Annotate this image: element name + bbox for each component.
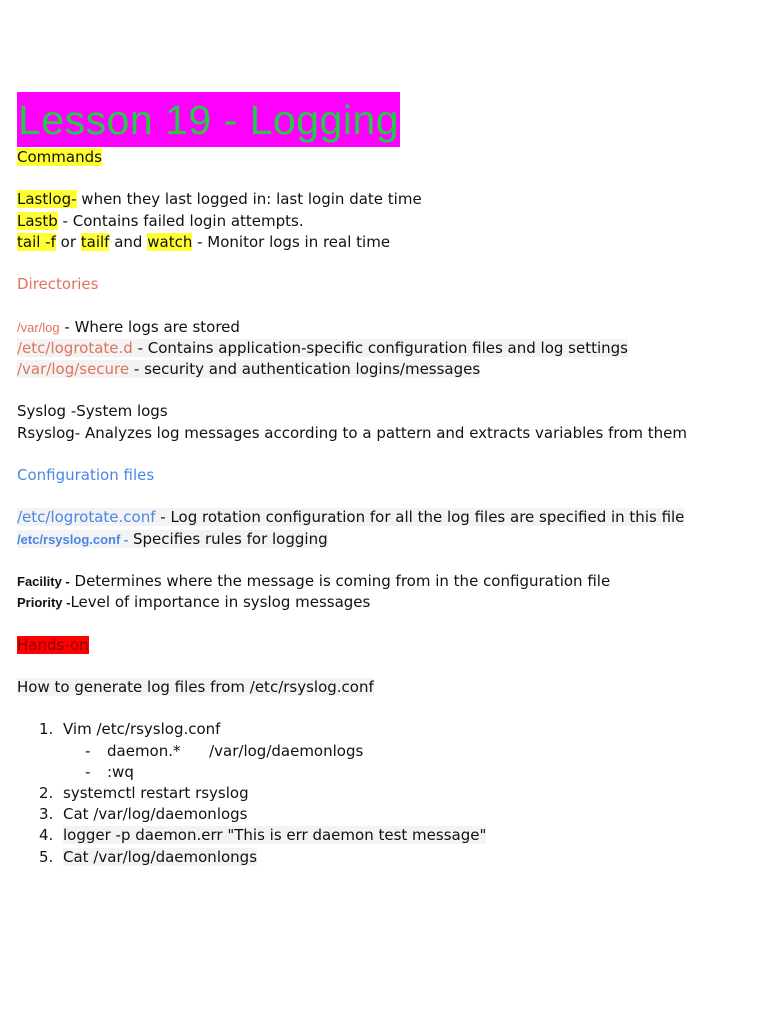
dash-bullet: - bbox=[85, 741, 91, 760]
list-item bbox=[17, 783, 752, 804]
secure-line bbox=[17, 359, 752, 380]
step-number: 1. bbox=[39, 720, 54, 739]
tail-line bbox=[17, 232, 752, 253]
list-item bbox=[17, 825, 752, 846]
step-number: 2. bbox=[39, 783, 54, 802]
secure-path: /var/log/secure bbox=[17, 359, 130, 378]
list-item bbox=[17, 741, 752, 762]
facility-desc: Determines where the message is coming from in the configuration file bbox=[69, 571, 611, 590]
priority-line bbox=[17, 592, 752, 613]
page-title: Lesson 19 - Logging bbox=[17, 92, 400, 147]
list-item bbox=[17, 847, 752, 868]
facility-line bbox=[17, 571, 752, 592]
step-number: 3. bbox=[39, 805, 54, 824]
handson-heading-text: Hands-on bbox=[17, 635, 89, 654]
list-item bbox=[17, 762, 752, 783]
lastb-line bbox=[17, 211, 752, 232]
handson-intro bbox=[17, 677, 752, 698]
spacer bbox=[17, 444, 752, 465]
list-item bbox=[17, 719, 752, 740]
document-page bbox=[17, 92, 752, 868]
dash-bullet: - bbox=[85, 762, 91, 781]
lastb-term: Lastb bbox=[17, 211, 58, 230]
spacer bbox=[17, 656, 752, 677]
or-text: or bbox=[55, 232, 81, 251]
tail-term: tail -f bbox=[17, 232, 56, 251]
lastb-desc: - Contains failed login attempts. bbox=[57, 211, 304, 230]
priority-desc: Level of importance in syslog messages bbox=[70, 593, 371, 612]
rsyslog-conf-path: /etc/rsyslog.conf - bbox=[17, 531, 129, 547]
step-number: 5. bbox=[39, 847, 54, 866]
list-item bbox=[17, 804, 752, 825]
handson-heading bbox=[17, 635, 752, 656]
handson-intro-text: How to generate log files from /etc/rsyslog.conf bbox=[17, 677, 374, 696]
logrotate-conf-line bbox=[17, 507, 752, 528]
syslog-line: Syslog -System logs bbox=[17, 402, 168, 421]
varlog-line bbox=[17, 317, 752, 338]
logrotated-desc: - Contains application-specific configuration files and log settings bbox=[132, 338, 628, 357]
rsyslog-conf-desc: Specifies rules for logging bbox=[128, 529, 328, 548]
step-text: Vim /etc/rsyslog.conf bbox=[63, 720, 221, 739]
commands-heading bbox=[17, 147, 752, 168]
rsyslog-line: Rsyslog- Analyzes log messages according to a pattern and extracts variables from them bbox=[17, 423, 687, 442]
directories-heading: Directories bbox=[17, 275, 99, 294]
spacer bbox=[17, 698, 752, 719]
logrotate-conf-desc: - Log rotation configuration for all the log files are specified in this file bbox=[155, 508, 685, 527]
step-text: logger -p daemon.err "This is err daemon test message" bbox=[63, 826, 487, 845]
spacer bbox=[17, 168, 752, 189]
step-text: Cat /var/log/daemonlogs bbox=[63, 805, 248, 824]
config-heading: Configuration files bbox=[17, 465, 155, 484]
secure-desc: - security and authentication logins/messages bbox=[129, 359, 481, 378]
step-text: Cat /var/log/daemonlongs bbox=[63, 847, 258, 866]
varlog-path: /var/log bbox=[17, 319, 60, 335]
facility-term: Facility - bbox=[17, 573, 70, 589]
spacer bbox=[17, 486, 752, 507]
commands-heading-text: Commands bbox=[17, 148, 102, 166]
substep-text: :wq bbox=[107, 762, 134, 781]
step-number: 4. bbox=[39, 826, 54, 845]
spacer bbox=[17, 253, 752, 274]
spacer bbox=[17, 380, 752, 401]
rsyslog-conf-line bbox=[17, 529, 752, 550]
substep-text: daemon.* /var/log/daemonlogs bbox=[107, 741, 364, 760]
spacer bbox=[17, 550, 752, 571]
monitor-desc: - Monitor logs in real time bbox=[192, 232, 391, 251]
spacer bbox=[17, 295, 752, 316]
varlog-desc: - Where logs are stored bbox=[59, 317, 240, 336]
spacer bbox=[17, 613, 752, 634]
and-text: and bbox=[109, 232, 148, 251]
steps-list bbox=[17, 719, 752, 867]
logrotate-conf-path: /etc/logrotate.conf bbox=[17, 508, 156, 527]
lastlog-desc: when they last logged in: last login date time bbox=[76, 190, 422, 209]
logrotated-line bbox=[17, 338, 752, 359]
tailf-term: tailf bbox=[80, 232, 110, 251]
watch-term: watch bbox=[147, 232, 193, 251]
lastlog-term: Lastlog- bbox=[17, 190, 77, 209]
priority-term: Priority - bbox=[17, 595, 71, 611]
lastlog-line bbox=[17, 189, 752, 210]
logrotated-path: /etc/logrotate.d bbox=[17, 338, 133, 357]
step-text: systemctl restart rsyslog bbox=[63, 783, 249, 802]
